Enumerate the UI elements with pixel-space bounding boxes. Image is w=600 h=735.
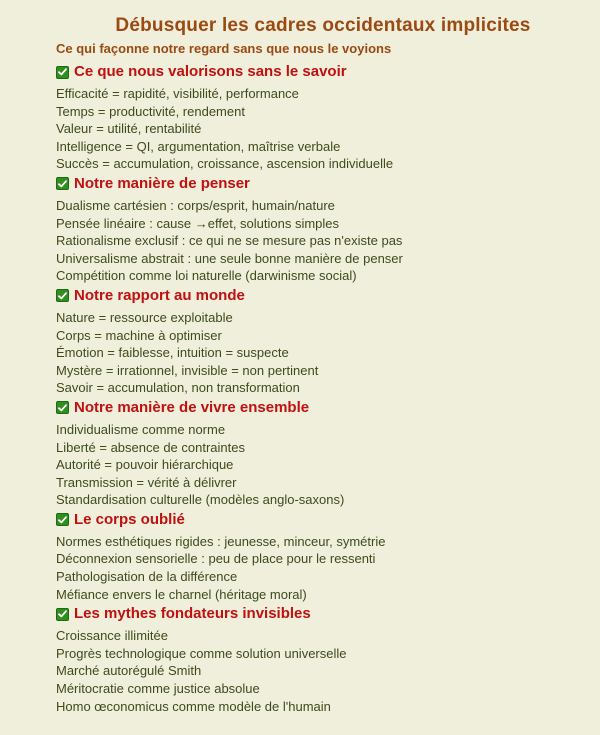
list-item: Valeur = utilité, rentabilité	[56, 121, 202, 137]
check-box-icon	[56, 401, 69, 414]
section	[56, 397, 580, 509]
section-header	[56, 61, 580, 83]
section	[56, 285, 580, 397]
list-item: Normes esthétiques rigides : jeunesse, minceur, symétrie	[56, 533, 386, 549]
list-item: Individualisme comme norme	[56, 421, 226, 437]
section-title: Notre manière de vivre ensemble	[74, 398, 310, 416]
list-item: Dualisme cartésien : corps/esprit, humain/nature	[56, 197, 335, 213]
list-item: Temps = productivité, rendement	[56, 103, 245, 119]
check-box-icon	[56, 608, 69, 621]
list-item: Déconnexion sensorielle : peu de place pour le ressenti	[56, 551, 376, 567]
page-subtitle: Ce qui façonne notre regard sans que nous le voyions	[56, 41, 392, 56]
list-item: Marché autorégulé Smith	[56, 663, 202, 679]
section	[56, 61, 580, 173]
list-item: Rationalisme exclusif : ce qui ne se mesure pas n'existe pas	[56, 233, 403, 249]
list-item: Succès = accumulation, croissance, ascension individuelle	[56, 156, 394, 172]
list-item: Savoir = accumulation, non transformation	[56, 380, 300, 396]
section	[56, 603, 580, 715]
list-item: Nature = ressource exploitable	[56, 309, 233, 325]
section-header	[56, 397, 580, 419]
list-item: Progrès technologique comme solution universelle	[56, 645, 347, 661]
section-title: Le corps oublié	[74, 510, 185, 528]
list-item: Liberté = absence de contraintes	[56, 439, 245, 455]
list-item: Standardisation culturelle (modèles anglo-saxons)	[56, 492, 345, 508]
section-header	[56, 603, 580, 625]
list-item: Méfiance envers le charnel (héritage moral)	[56, 586, 307, 602]
section-header	[56, 509, 580, 531]
section	[56, 173, 580, 285]
list-item: Universalisme abstrait : une seule bonne manière de penser	[56, 250, 403, 266]
list-item: Pathologisation de la différence	[56, 569, 238, 585]
list-item: Mystère = irrationnel, invisible = non pertinent	[56, 362, 319, 378]
list-item: Croissance illimitée	[56, 628, 168, 644]
check-box-icon	[56, 513, 69, 526]
list-item: Pensée linéaire : cause →effet, solutions simples	[56, 215, 340, 231]
list-item: Autorité = pouvoir hiérarchique	[56, 457, 234, 473]
page-title: Débusquer les cadres occidentaux implicites	[115, 15, 531, 36]
section	[56, 509, 580, 603]
list-item: Corps = machine à optimiser	[56, 327, 222, 343]
sections-container	[56, 61, 580, 715]
list-item: Émotion = faiblesse, intuition = suspecte	[56, 345, 289, 361]
list-item: Homo œconomicus comme modèle de l'humain	[56, 698, 331, 714]
section-title: Ce que nous valorisons sans le savoir	[74, 63, 347, 80]
list-item: Intelligence = QI, argumentation, maîtrise verbale	[56, 138, 341, 154]
list-item: Compétition comme loi naturelle (darwinisme social)	[56, 268, 357, 284]
check-box-icon	[56, 66, 69, 79]
list-item: Efficacité = rapidité, visibilité, performance	[56, 86, 299, 101]
section-title: Notre manière de penser	[74, 174, 250, 192]
section-header	[56, 173, 580, 195]
list-item: Transmission = vérité à délivrer	[56, 474, 237, 490]
check-box-icon	[56, 289, 69, 302]
section-header	[56, 285, 580, 307]
check-box-icon	[56, 177, 69, 190]
section-title: Les mythes fondateurs invisibles	[74, 605, 311, 623]
section-title: Notre rapport au monde	[74, 286, 245, 304]
list-item: Méritocratie comme justice absolue	[56, 681, 260, 697]
